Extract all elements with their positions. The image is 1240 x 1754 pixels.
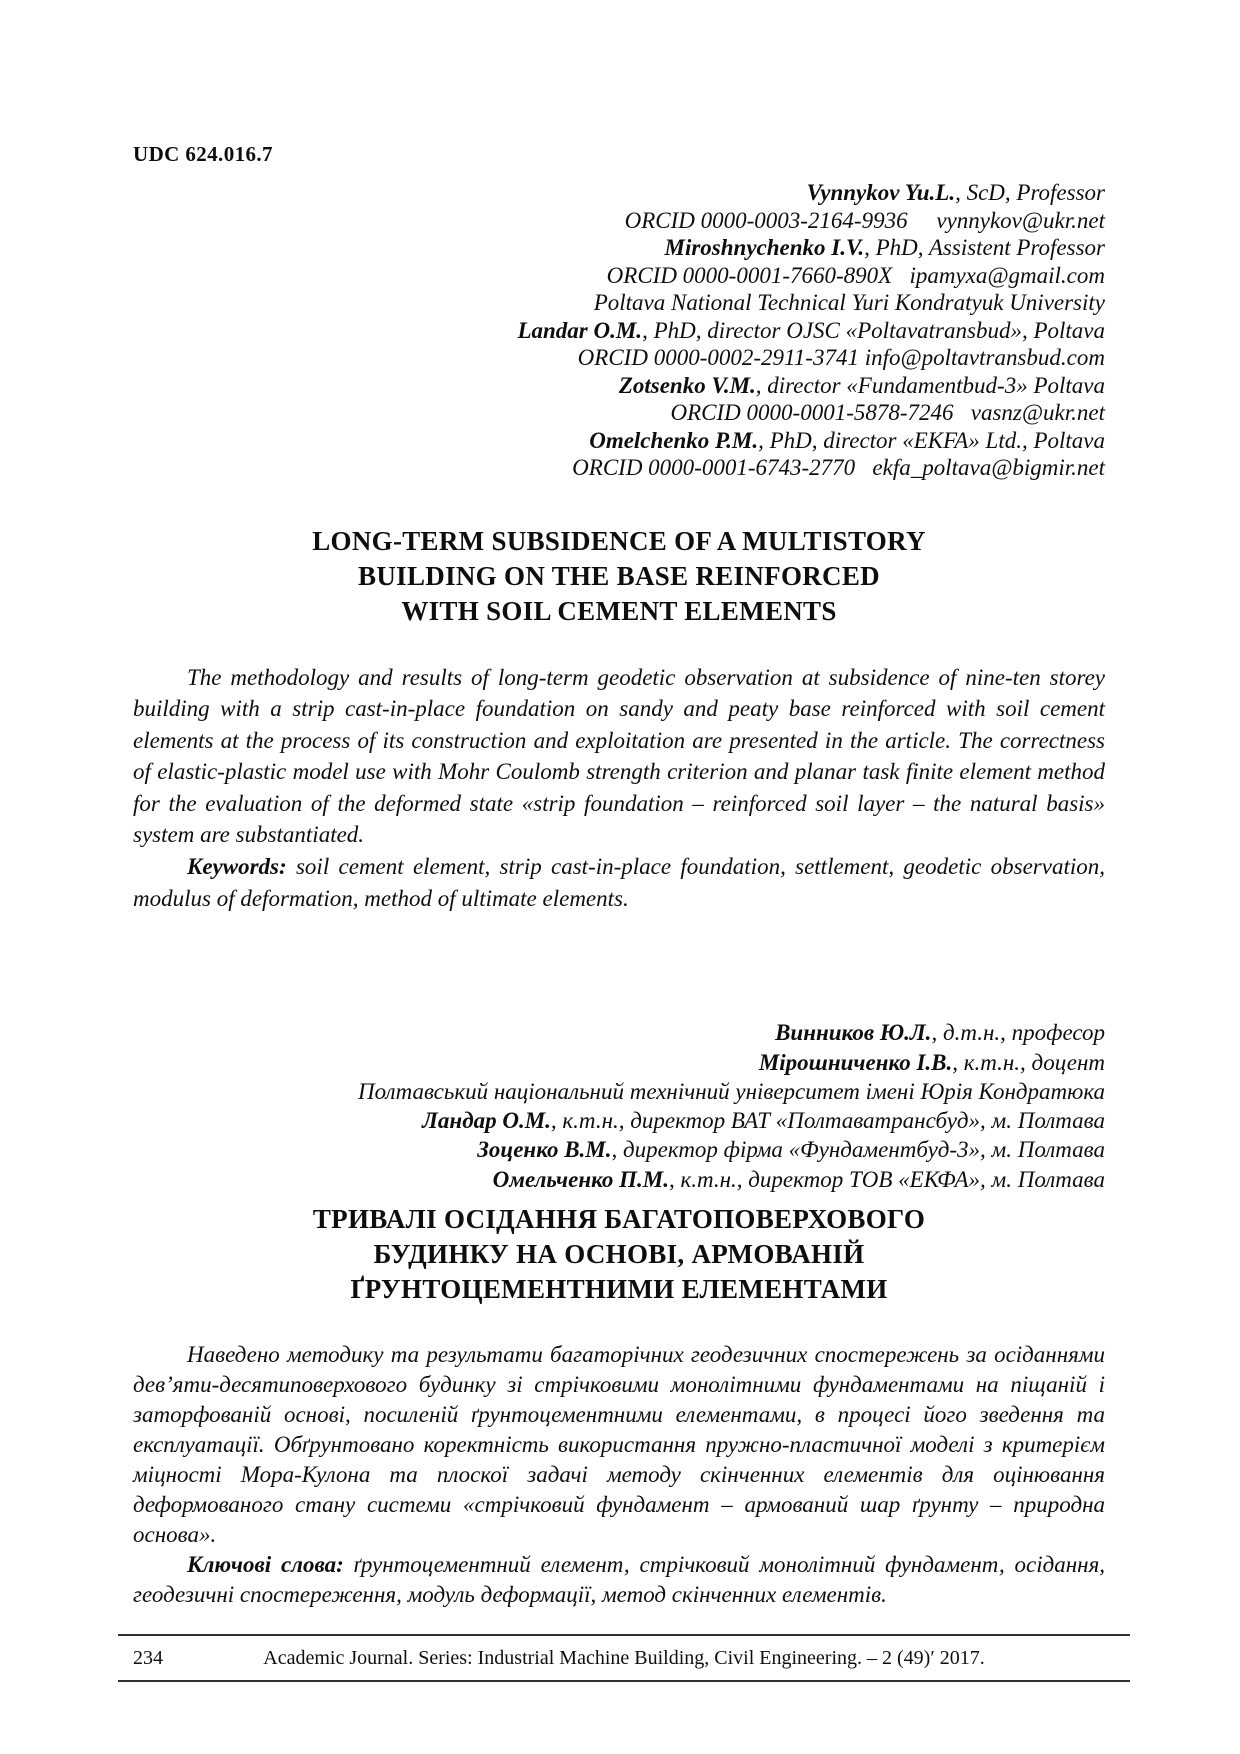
author-name: Zotsenko V.M. [618, 372, 756, 398]
author-info: ORCID 0000-0003-2164-9936 vynnykov@ukr.net [624, 207, 1105, 233]
author-name: Landar O.M. [517, 317, 643, 343]
author-name: Омельченко П.М. [492, 1166, 669, 1192]
author-line [133, 399, 1105, 427]
keywords-text-ua: ґрунтоцементний елемент, стрічковий монолітний фундамент, осідання, геодезичні спостереження, модуль деформації, метод скінченних елементів. [133, 1552, 1106, 1608]
author-line [133, 179, 1105, 207]
author-info: Полтавський національний технічний університет імені Юрія Кондратюка [358, 1078, 1105, 1104]
footer-row [118, 1636, 1130, 1680]
author-line [133, 1048, 1105, 1077]
keywords-en [133, 851, 1105, 914]
author-line [133, 262, 1105, 290]
title-line: WITH SOIL CEMENT ELEMENTS [401, 595, 837, 626]
authors-block-en [133, 179, 1105, 482]
author-info: , PhD, Assistent Professor [864, 235, 1105, 260]
abstract-en: The methodology and results of long-term geodetic observation at subsidence of nine-ten storey building with a strip cast-in-place foundation on sandy and peaty base reinforced with soil cement elements at the process of its construction and exploitation are presented in the article. The correctness of elastic-plastic model use with Mohr Coulomb strength criterion and planar task finite element method for the evaluation of the deformed state «strip foundation – reinforced soil layer – the natural basis» system are substantiated. [133, 664, 1105, 848]
title-line: BUILDING ON THE BASE REINFORCED [358, 560, 880, 591]
abstract-ua: Наведено методику та результати багаторічних геодезичних спостережень за осіданнями дев’яти-десятиповерхового будинку зі стрічковими монолітними фундаментами на піщаній і заторфованій основі, посиленій ґрунтоцементними елементами, в процесі його зведення та експлуатації. Обґрунтовано коректність використання пружно-пластичної моделі з критерієм міцності Мора-Кулона та плоскої задачі методу скінченних елементів для оцінювання деформованого стану системи «стрічковий фундамент – армований шар ґрунту – природна основа». [133, 1342, 1105, 1548]
author-line [133, 427, 1105, 455]
author-line [133, 1106, 1105, 1135]
author-line [133, 207, 1105, 235]
author-line [133, 1165, 1105, 1194]
author-info: , директор фірма «Фундаментбуд-3», м. Полтава [611, 1137, 1105, 1163]
author-info: , к.т.н., доцент [952, 1049, 1105, 1075]
keywords-text-en: soil cement element, strip cast-in-place foundation, settlement, geodetic observation, modulus of deformation, method of ultimate elements. [133, 854, 1105, 911]
page-footer [118, 1634, 1130, 1682]
author-info: ORCID 0000-0001-6743-2770 ekfa_poltava@bigmir.net [572, 455, 1105, 480]
author-line [133, 1077, 1105, 1106]
author-name: Miroshnychenko I.V. [664, 235, 865, 260]
article-title-ua [133, 1202, 1105, 1307]
author-line [133, 454, 1105, 482]
author-info: ORCID 0000-0001-5878-7246 vasnz@ukr.net [670, 400, 1105, 425]
author-name: Мірошниченко І.В. [758, 1049, 953, 1075]
author-line [133, 289, 1105, 317]
title-line: ТРИВАЛІ ОСІДАННЯ БАГАТОПОВЕРХОВОГО [312, 1204, 926, 1235]
title-line: LONG-TERM SUBSIDENCE OF A MULTISTORY [312, 525, 926, 556]
keywords-label-en: Keywords: [187, 854, 287, 880]
author-info: , ScD, Professor [955, 180, 1105, 205]
author-name: Omelchenko P.M. [589, 427, 759, 453]
author-info: , к.т.н., директор ВАТ «Полтаватрансбуд», м. Полтава [550, 1108, 1105, 1134]
author-name: Ландар О.М. [422, 1108, 551, 1134]
author-name: Винников Ю.Л. [775, 1020, 932, 1046]
author-line [133, 1135, 1105, 1164]
authors-block-ua [133, 1018, 1105, 1194]
title-line: ҐРУНТОЦЕМЕНТНИМИ ЕЛЕМЕНТАМИ [350, 1274, 888, 1305]
article-title-en [133, 524, 1105, 629]
keywords-label-ua: Ключові слова: [187, 1552, 344, 1578]
author-info: , к.т.н., директор ТОВ «ЕКФА», м. Полтава [668, 1166, 1105, 1192]
author-line [133, 344, 1105, 372]
author-line [133, 1018, 1105, 1047]
author-info: , д.т.н., професор [931, 1020, 1105, 1046]
author-line [133, 234, 1105, 262]
author-info: ORCID 0000-0001-7660-890X ipamyxa@gmail.com [606, 262, 1105, 288]
author-info: , PhD, director «EKFA» Ltd., Poltava [758, 427, 1105, 453]
author-info: ORCID 0000-0002-2911-3741 info@poltavtransbud.com [577, 345, 1105, 370]
author-info: , director «Fundamentbud-3» Poltava [755, 372, 1105, 398]
keywords-ua [133, 1550, 1105, 1610]
author-name: Vynnykov Yu.L. [806, 180, 956, 205]
author-info: Poltava National Technical Yuri Kondratyuk University [593, 290, 1105, 315]
page-number: 234 [133, 1647, 163, 1669]
author-info: , PhD, director OJSC «Poltavatransbud», Poltava [642, 317, 1105, 343]
journal-citation: Academic Journal. Series: Industrial Machine Building, Civil Engineering. – 2 (49)′ 2017. [263, 1647, 985, 1669]
author-line [133, 317, 1105, 345]
author-name: Зоценко В.М. [477, 1137, 612, 1163]
author-line [133, 372, 1105, 400]
udc-code: UDC 624.016.7 [133, 142, 273, 166]
title-line: БУДИНКУ НА ОСНОВІ, АРМОВАНІЙ [373, 1239, 865, 1270]
